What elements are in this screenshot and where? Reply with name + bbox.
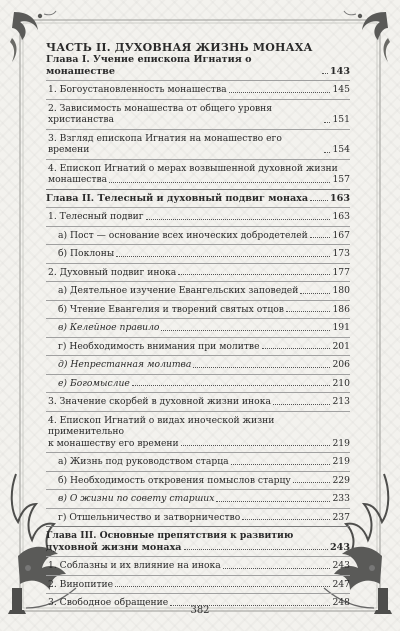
dot-leader bbox=[324, 152, 330, 153]
dot-leader bbox=[310, 237, 331, 238]
entry-title: духовной жизни монаха bbox=[46, 541, 182, 553]
page-number: 382 bbox=[190, 605, 210, 616]
dot-leader bbox=[216, 501, 330, 502]
entry-page: 180 bbox=[332, 285, 350, 296]
entry-page: 143 bbox=[329, 65, 350, 77]
toc-subsection-entry[interactable] bbox=[46, 359, 350, 371]
toc-section-entry[interactable] bbox=[46, 174, 350, 186]
entry-divider bbox=[46, 281, 350, 282]
entry-title: Глава II. Телесный и духовный подвиг монаха bbox=[46, 192, 309, 204]
toc-subsection-entry[interactable] bbox=[46, 230, 350, 242]
entry-title: а) Деятельное изучение Евангельских заповедей bbox=[58, 285, 299, 296]
entry-page: 248 bbox=[332, 597, 350, 608]
dot-leader bbox=[184, 549, 328, 550]
entry-page: 163 bbox=[332, 211, 350, 222]
toc-section-entry[interactable] bbox=[46, 579, 350, 591]
entry-page: 229 bbox=[332, 474, 350, 486]
entry-page: 210 bbox=[332, 377, 350, 389]
dot-leader bbox=[229, 92, 331, 93]
toc-section-entry[interactable] bbox=[46, 103, 350, 126]
entry-page: 163 bbox=[329, 192, 350, 204]
entry-title: 2. Зависимость монашества от общего уровня христианства bbox=[48, 102, 273, 125]
toc-chapter-entry[interactable] bbox=[46, 193, 350, 205]
entry-divider bbox=[46, 129, 350, 130]
entry-title: г) Необходимость внимания при молитве bbox=[58, 340, 260, 352]
entry-page: 201 bbox=[332, 340, 350, 352]
dot-leader bbox=[286, 311, 331, 312]
entry-title: в) О жизни по совету старших bbox=[58, 493, 215, 504]
entry-page: 213 bbox=[332, 396, 350, 407]
entry-title: 3. Свободное обращение bbox=[48, 597, 169, 608]
entry-title: 3. Значение скорбей в духовной жизни инока bbox=[48, 396, 271, 407]
toc-section-entry[interactable] bbox=[46, 211, 350, 223]
entry-page: 173 bbox=[332, 248, 350, 259]
toc-chapter-entry[interactable] bbox=[46, 542, 350, 554]
toc-section-entry[interactable] bbox=[46, 438, 350, 450]
entry-title: к монашеству его времени bbox=[48, 437, 179, 449]
entry-divider bbox=[46, 593, 350, 594]
entry-title: б) Необходимость откровения помыслов старцу bbox=[58, 474, 291, 486]
dot-leader bbox=[293, 482, 331, 483]
toc-section-entry[interactable] bbox=[46, 560, 350, 572]
entry-divider bbox=[46, 355, 350, 356]
entry-title: 3. Взгляд епископа Игнатия на монашество его времени bbox=[48, 132, 282, 155]
entry-divider bbox=[46, 263, 350, 264]
toc-section-entry[interactable] bbox=[46, 396, 350, 408]
chapter-divider bbox=[46, 526, 350, 527]
entry-title: г) Отшельничество и затворничество bbox=[58, 511, 241, 523]
entry-page: 151 bbox=[332, 114, 350, 125]
dot-leader bbox=[324, 122, 330, 123]
entry-divider bbox=[46, 471, 350, 472]
toc-entry-line1: Глава III. Основные препятствия к развитию bbox=[46, 530, 294, 541]
entry-page: 243 bbox=[329, 541, 350, 553]
entry-page: 177 bbox=[332, 266, 350, 278]
toc-subsection-entry[interactable] bbox=[46, 341, 350, 353]
entry-divider bbox=[46, 207, 350, 208]
chapter-divider bbox=[46, 189, 350, 190]
dot-leader bbox=[178, 274, 330, 275]
entry-page: 219 bbox=[332, 437, 350, 449]
entry-page: 206 bbox=[332, 359, 350, 370]
entry-divider bbox=[46, 392, 350, 393]
dot-leader bbox=[310, 200, 328, 201]
entry-title: е) Богомыслие bbox=[58, 377, 130, 389]
entry-divider bbox=[46, 244, 350, 245]
entry-page: 167 bbox=[332, 229, 350, 241]
entry-divider bbox=[46, 318, 350, 319]
dot-leader bbox=[161, 330, 330, 331]
dot-leader bbox=[193, 367, 330, 368]
entry-title: Глава I. Учение епископа Игнатия о монашестве bbox=[46, 54, 252, 77]
dot-leader bbox=[115, 586, 330, 587]
entry-divider bbox=[46, 556, 350, 557]
entry-title: в) Келейное правило bbox=[58, 322, 160, 333]
entry-page: 219 bbox=[332, 456, 350, 467]
entry-divider bbox=[46, 575, 350, 576]
entry-title: 1. Богоустановленность монашества bbox=[48, 84, 227, 95]
entry-page: 191 bbox=[332, 322, 350, 333]
dot-leader bbox=[223, 568, 331, 569]
entry-divider bbox=[46, 411, 350, 412]
entry-page: 157 bbox=[332, 174, 350, 185]
toc-section-entry[interactable] bbox=[46, 267, 350, 279]
entry-page: 247 bbox=[332, 578, 350, 590]
dot-leader bbox=[242, 519, 330, 520]
toc-section-entry[interactable] bbox=[46, 133, 350, 156]
dot-leader bbox=[181, 445, 331, 446]
dot-leader bbox=[132, 385, 331, 386]
entry-title: 1. Телесный подвиг bbox=[48, 211, 144, 222]
entry-title: д) Непрестанная молитва bbox=[58, 359, 192, 370]
dot-leader bbox=[300, 293, 330, 294]
toc-subsection-entry[interactable] bbox=[46, 456, 350, 468]
entry-divider bbox=[46, 99, 350, 100]
toc-entry-line1: 4. Епископ Игнатий о мерах возвышенной духовной жизни bbox=[48, 162, 338, 174]
entry-page: 233 bbox=[332, 493, 350, 504]
dot-leader bbox=[116, 256, 330, 257]
toc-subsection-entry[interactable] bbox=[46, 322, 350, 334]
entry-title: 1. Соблазны и их влияние на инока bbox=[48, 560, 221, 571]
toc-subsection-entry[interactable] bbox=[46, 493, 350, 505]
entry-divider bbox=[46, 337, 350, 338]
toc-entries bbox=[46, 54, 350, 609]
entry-title: 2. Духовный подвиг инока bbox=[48, 266, 177, 278]
toc-subsection-entry[interactable] bbox=[46, 304, 350, 316]
entry-title: монашества bbox=[48, 174, 108, 185]
dot-leader bbox=[262, 348, 331, 349]
entry-title: а) Пост — основание всех иноческих добродетелей bbox=[58, 229, 308, 241]
entry-title: б) Поклоны bbox=[58, 248, 115, 259]
entry-page: 186 bbox=[332, 303, 350, 315]
part-title: ЧАСТЬ II. ДУХОВНАЯ ЖИЗНЬ МОНАХА bbox=[46, 41, 313, 54]
entry-divider bbox=[46, 226, 350, 227]
entry-divider bbox=[46, 452, 350, 453]
entry-title: б) Чтение Евангелия и творений святых отцов bbox=[58, 303, 284, 315]
entry-divider bbox=[46, 374, 350, 375]
dot-leader bbox=[273, 404, 331, 405]
entry-page: 243 bbox=[332, 560, 350, 571]
entry-divider bbox=[46, 80, 350, 81]
toc-subsection-entry[interactable] bbox=[46, 378, 350, 390]
entry-page: 237 bbox=[332, 511, 350, 523]
toc-section-entry[interactable] bbox=[46, 84, 350, 96]
entry-divider bbox=[46, 489, 350, 490]
entry-title: 2. Винопитие bbox=[48, 578, 114, 590]
dot-leader bbox=[146, 219, 331, 220]
entry-page: 154 bbox=[332, 144, 350, 155]
toc-subsection-entry[interactable] bbox=[46, 285, 350, 297]
table-of-contents bbox=[46, 41, 350, 609]
dot-leader bbox=[109, 182, 330, 183]
toc-subsection-entry[interactable] bbox=[46, 512, 350, 524]
dot-leader bbox=[322, 73, 328, 74]
entry-divider bbox=[46, 508, 350, 509]
toc-entry-line1: 4. Епископ Игнатий о видах иноческой жизни применительно bbox=[48, 414, 275, 437]
entry-page: 145 bbox=[332, 84, 350, 95]
entry-divider bbox=[46, 300, 350, 301]
dot-leader bbox=[231, 464, 331, 465]
toc-subsection-entry[interactable] bbox=[46, 475, 350, 487]
entry-title: а) Жизнь под руководством старца bbox=[58, 456, 229, 467]
toc-subsection-entry[interactable] bbox=[46, 248, 350, 260]
toc-chapter-entry[interactable] bbox=[46, 54, 350, 77]
entry-divider bbox=[46, 159, 350, 160]
